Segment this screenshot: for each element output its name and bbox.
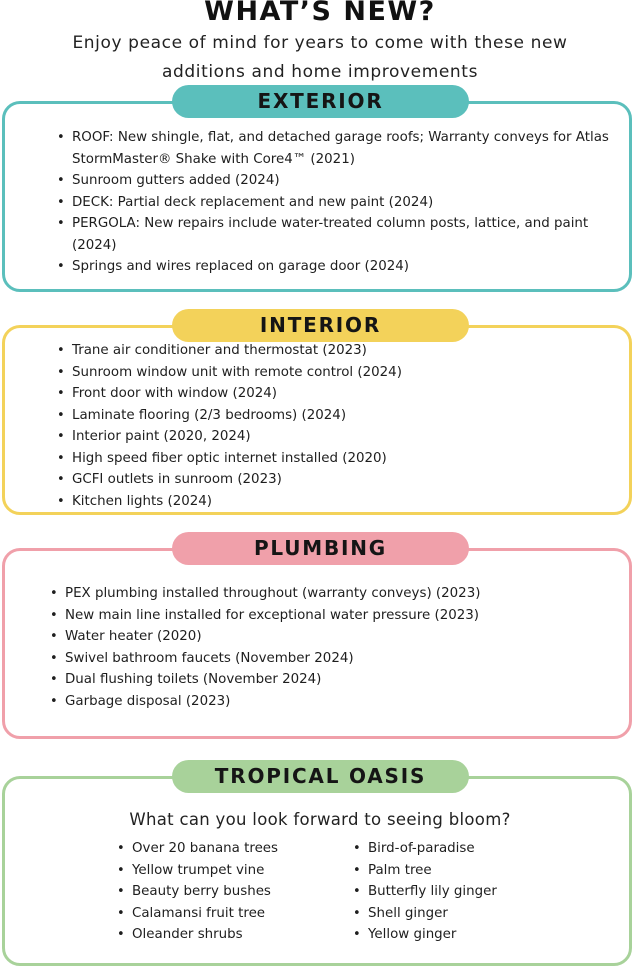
list-item: • Sunroom gutters added (2024) [55, 170, 615, 192]
plumbing-heading: PLUMBING [253, 536, 388, 560]
oasis-list-left [115, 838, 335, 946]
subtitle-line-1: Enjoy peace of mind for years to come with these new [72, 33, 568, 53]
list-item: • Water heater (2020) [48, 626, 618, 648]
list-item: • Palm tree [351, 860, 571, 882]
list-item: • High speed fiber optic internet installed (2020) [55, 448, 615, 470]
list-item: • Dual flushing toilets (November 2024) [48, 669, 618, 691]
interior-list [55, 340, 615, 512]
page-subtitle [20, 29, 620, 87]
list-item: • Oleander shrubs [115, 924, 335, 946]
plumbing-list [48, 583, 618, 712]
page-title: WHAT’S NEW? [204, 0, 436, 27]
plumbing-heading-pill [172, 532, 469, 565]
list-item: • Interior paint (2020, 2024) [55, 426, 615, 448]
exterior-list [55, 127, 615, 278]
list-item: • Kitchen lights (2024) [55, 491, 615, 513]
exterior-heading: EXTERIOR [257, 89, 384, 113]
exterior-heading-pill [172, 85, 469, 118]
list-item: • Garbage disposal (2023) [48, 691, 618, 713]
interior-heading-pill [172, 309, 469, 342]
oasis-heading: TROPICAL OASIS [214, 764, 427, 788]
list-item: • Beauty berry bushes [115, 881, 335, 903]
list-item: • DECK: Partial deck replacement and new paint (2024) [55, 192, 615, 214]
list-item: • GCFI outlets in sunroom (2023) [55, 469, 615, 491]
list-item: • Springs and wires replaced on garage door (2024) [55, 256, 615, 278]
list-item: • Shell ginger [351, 903, 571, 925]
list-item: • Bird-of-paradise [351, 838, 571, 860]
list-item: • ROOF: New shingle, flat, and detached garage roofs; Warranty conveys for Atlas StormMaster® Shake with Core4™ (2021) [55, 127, 615, 170]
list-item: • Over 20 banana trees [115, 838, 335, 860]
list-item: • Yellow trumpet vine [115, 860, 335, 882]
list-item: • Yellow ginger [351, 924, 571, 946]
oasis-list-right [351, 838, 571, 946]
list-item: • Trane air conditioner and thermostat (2023) [55, 340, 615, 362]
list-item: • Laminate flooring (2/3 bedrooms) (2024) [55, 405, 615, 427]
subtitle-line-2: additions and home improvements [161, 62, 479, 82]
list-item: • PEX plumbing installed throughout (warranty conveys) (2023) [48, 583, 618, 605]
oasis-heading-pill [172, 760, 469, 793]
list-item: • Calamansi fruit tree [115, 903, 335, 925]
list-item: • PERGOLA: New repairs include water-treated column posts, lattice, and paint (2024) [55, 213, 615, 256]
list-item: • Swivel bathroom faucets (November 2024) [48, 648, 618, 670]
interior-heading: INTERIOR [259, 313, 382, 337]
list-item: • Butterfly lily ginger [351, 881, 571, 903]
list-item: • Front door with window (2024) [55, 383, 615, 405]
list-item: • New main line installed for exceptional water pressure (2023) [48, 605, 618, 627]
list-item: • Sunroom window unit with remote control (2024) [55, 362, 615, 384]
oasis-question: What can you look forward to seeing bloom? [129, 810, 511, 829]
